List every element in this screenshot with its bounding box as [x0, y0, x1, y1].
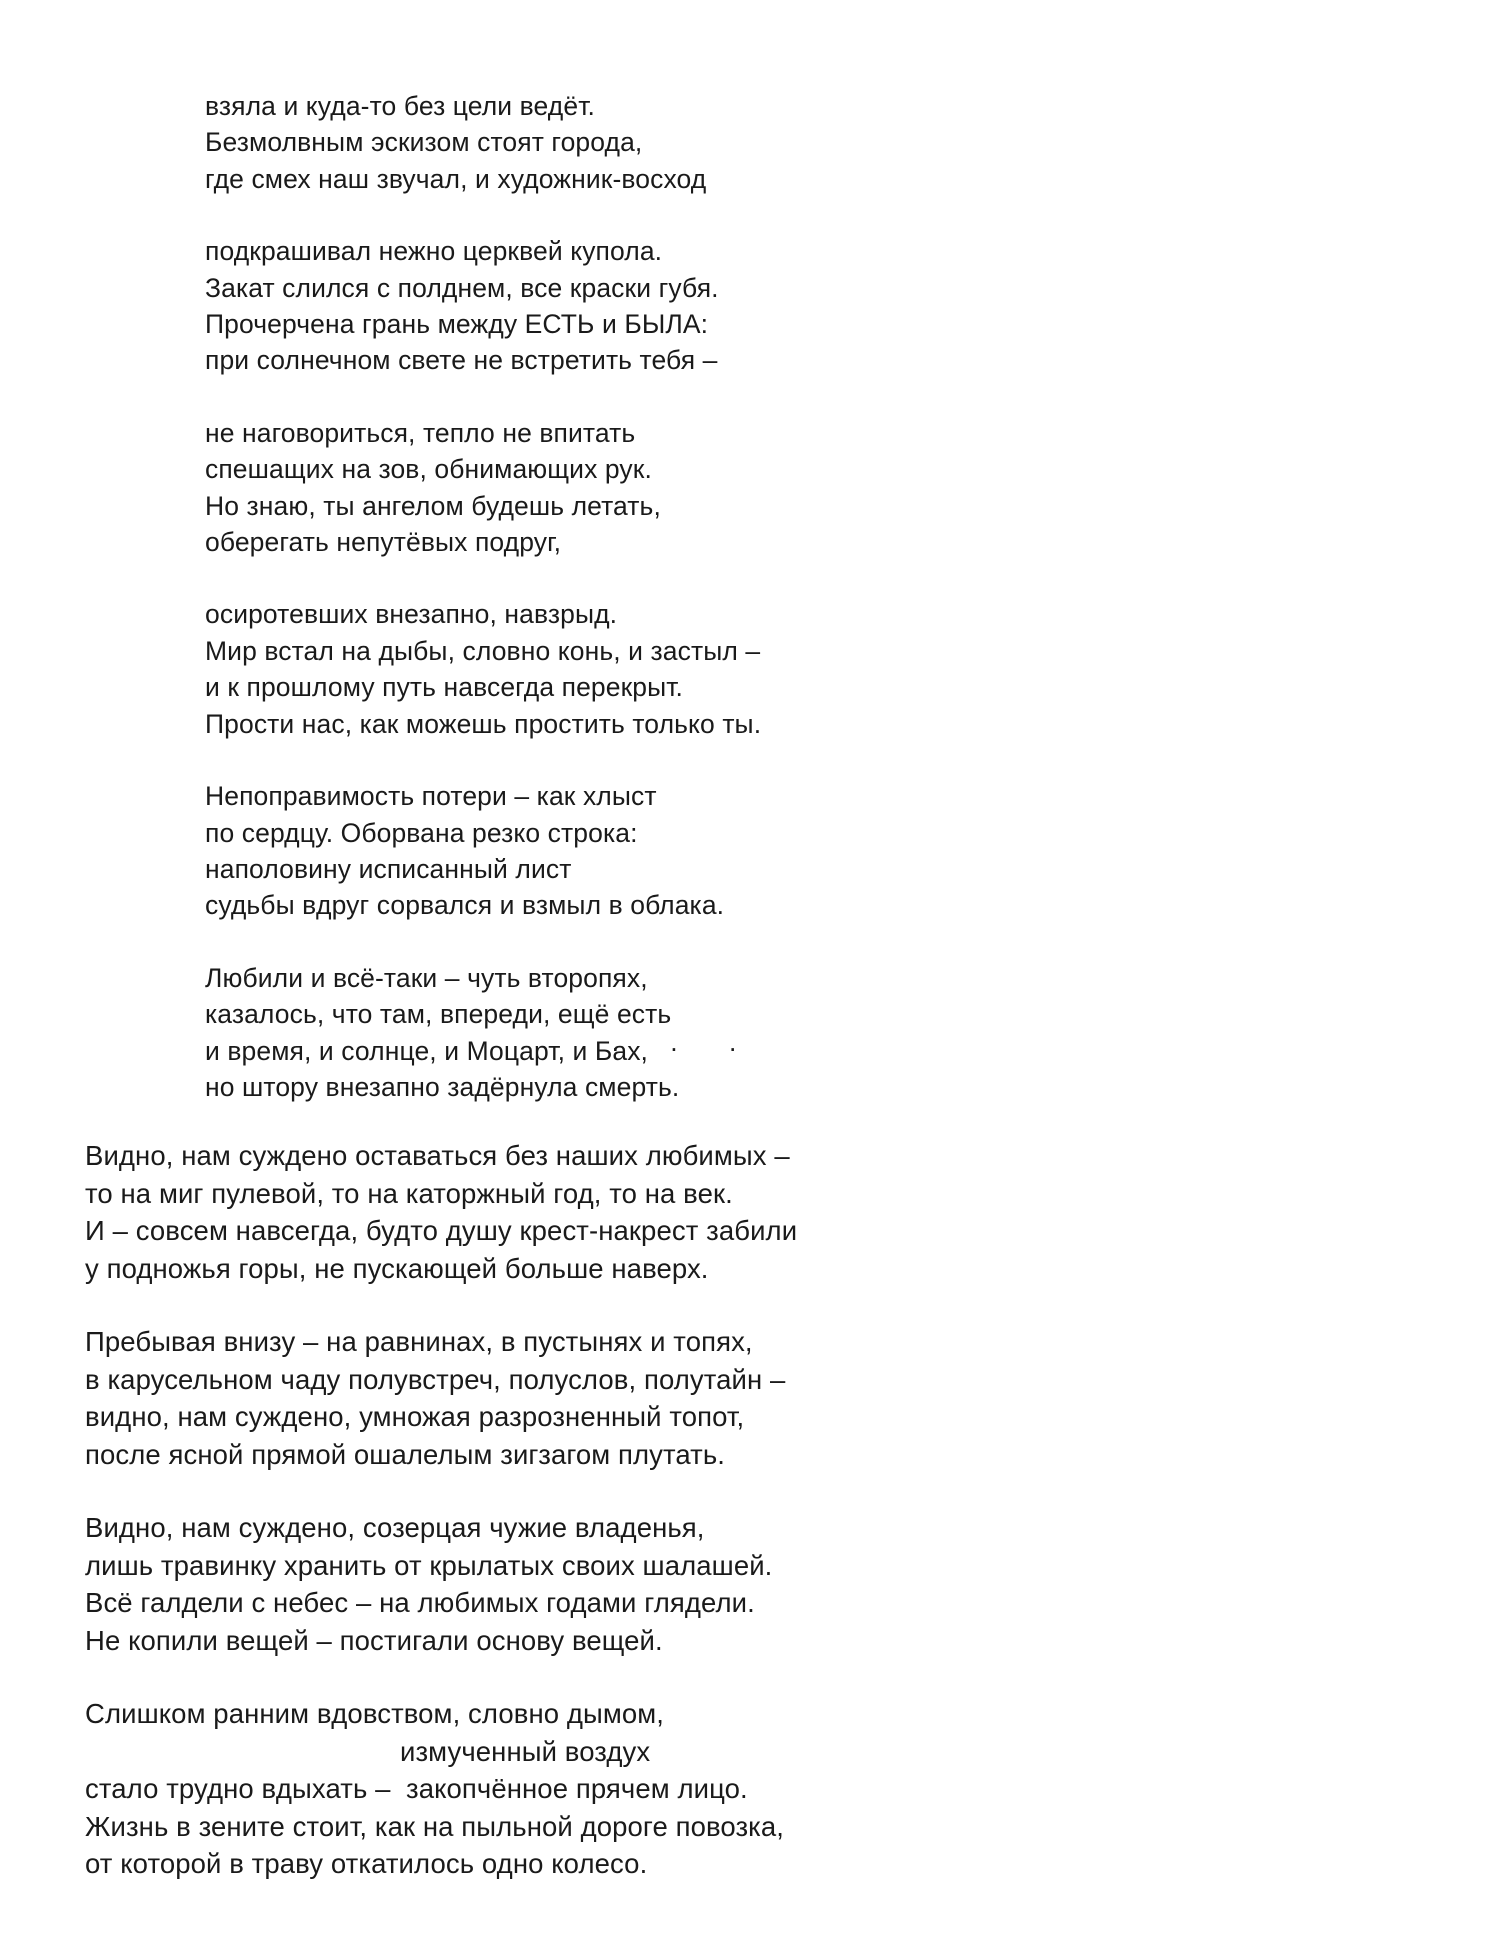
poem-line: И – совсем навсегда, будто душу крест-накрест забили [85, 1215, 798, 1246]
poem-line: спешащих на зов, обнимающих рук. [205, 454, 652, 485]
poem-line: у подножья горы, не пускающей больше наверх. [85, 1252, 709, 1284]
stanza [205, 778, 1105, 924]
poem-line: Жизнь в зените стоит, как на пыльной дороге повозка, [85, 1810, 785, 1842]
poem-line: Закат слился с полднем, все краски губя. [205, 272, 719, 303]
stanza [205, 88, 1105, 197]
poem-line: по сердцу. Оборвана резко строка: [205, 817, 638, 848]
poem-line: Но знаю, ты ангелом будешь летать, [205, 490, 661, 521]
poem-line: не наговориться, тепло не впитать [205, 417, 636, 448]
poem-line: подкрашивал нежно церквей купола. [205, 236, 663, 267]
poem-line: оберегать непутёвых подруг, [205, 527, 562, 558]
stanza [85, 1509, 1185, 1659]
poem-line: в карусельном чаду полувстреч, полуслов, полутайн – [85, 1363, 786, 1395]
poem-line: Безмолвным эскизом стоят города, [205, 127, 643, 158]
stanza [85, 1323, 1185, 1473]
poem-line: Непоправимость потери – как хлыст [205, 781, 657, 812]
poem-line: Мир встал на дыбы, словно конь, и застыл – [205, 635, 761, 666]
poem-one [205, 88, 1105, 1105]
poem-line: видно, нам суждено, умножая разрозненный топот, [85, 1401, 745, 1432]
stanza [205, 596, 1105, 742]
poem-line: взяла и куда-то без цели ведёт. [205, 91, 595, 121]
stanza [205, 233, 1105, 379]
poem-line: лишь травинку хранить от крылатых своих шалашей. [85, 1549, 773, 1581]
poem-line: осиротевших внезапно, навзрыд. [205, 599, 618, 630]
poem-line: судьбы вдруг сорвался и взмыл в облака. [205, 890, 725, 921]
poem-line: Видно, нам суждено, созерцая чужие владенья, [85, 1512, 705, 1543]
poem-line: при солнечном свете не встретить тебя – [205, 345, 718, 376]
poem-line: Пребывая внизу – на равнинах, в пустынях и топях, [85, 1326, 753, 1357]
stanza [205, 415, 1105, 561]
poem-line: после ясной прямой ошалелым зигзагом плутать. [85, 1438, 726, 1470]
poem-line: казалось, что там, впереди, ещё есть [205, 999, 672, 1030]
poem-line: где смех наш звучал, и художник-восход [205, 163, 707, 194]
poem-line: стало трудно вдыхать – закопчённое прячем лицо. [85, 1773, 748, 1804]
section-divider-dots: . . . [611, 1027, 759, 1057]
poem-line: но штору внезапно задёрнула смерть. [205, 1071, 680, 1102]
poem-line: наполовину исписанный лист [205, 853, 572, 884]
poem-line: Любили и всё-таки – чуть второпях, [205, 962, 648, 993]
poem-line: измученный воздух [400, 1735, 651, 1767]
poem-line: то на миг пулевой, то на каторжный год, то на век. [85, 1177, 733, 1209]
poem-line: и к прошлому путь навсегда перекрыт. [205, 672, 684, 703]
poem-line: Видно, нам суждено оставаться без наших любимых – [85, 1140, 790, 1171]
stanza [85, 1137, 1185, 1287]
stanza [85, 1695, 1185, 1883]
poem-two [85, 1137, 1185, 1883]
poem-line: Всё галдели с небес – на любимых годами глядели. [85, 1587, 755, 1618]
poem-line: от которой в траву откатилось одно колесо. [85, 1848, 648, 1879]
poem-line: Прочерчена грань между ЕСТЬ и БЫЛА: [205, 309, 709, 340]
poem-line: Не копили вещей – постигали основу вещей. [85, 1624, 663, 1656]
poem-line: Прости нас, как можешь простить только ты. [205, 708, 762, 739]
poem-line: Слишком ранним вдовством, словно дымом, [85, 1698, 665, 1729]
poem-line: и время, и солнце, и Моцарт, и Бах, [205, 1035, 649, 1066]
